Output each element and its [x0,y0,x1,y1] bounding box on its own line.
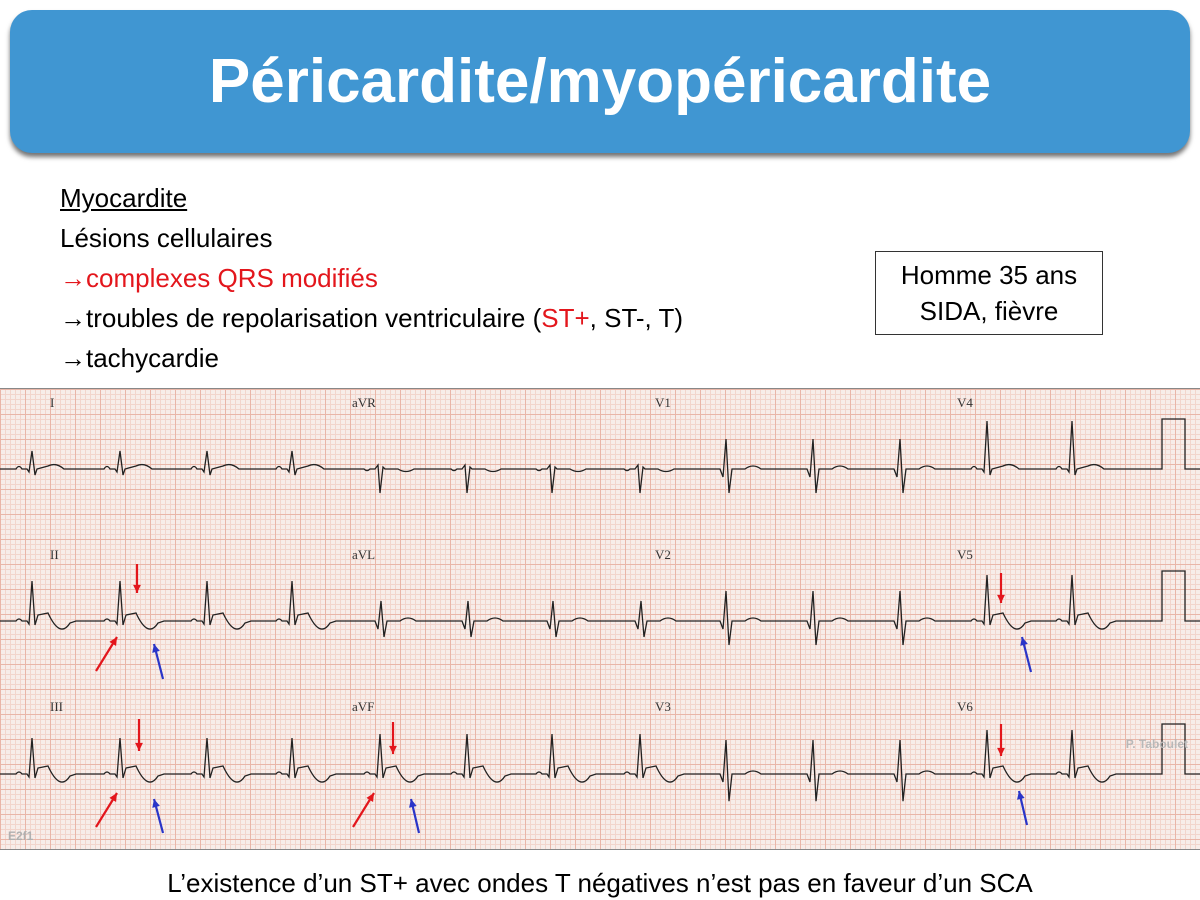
patient-info-box [875,251,1103,335]
bullet-line-1: Lésions cellulaires [60,223,273,253]
red-arrow-down-icon [997,724,1005,756]
red-arrow-down-icon [135,719,143,751]
bullet-line-3 [60,298,683,338]
lead-label-v4: V4 [957,395,973,410]
bullet-line-3-post: , ST-, T) [589,303,684,333]
lead-label-v1: V1 [655,395,671,410]
blue-arrow-up-icon [1017,791,1027,825]
ecg-trace-row-1 [0,419,1200,493]
arrow-icon: → [60,343,86,373]
lead-label-v6: V6 [957,699,973,714]
ecg-credit: P. Taboulet [1125,737,1188,751]
bullet-list [60,178,683,378]
red-arrow-up-icon [96,637,117,671]
red-arrow-down-icon [389,722,397,754]
patient-info-line-2: SIDA, fièvre [919,296,1059,326]
footer-statement: L’existence d’un ST+ avec ondes T négatives n’est pas en faveur d’un SCA [167,868,1033,898]
lead-label-avl: aVL [352,547,376,562]
lead-label-iii: III [50,699,63,714]
ecg-tracing [0,388,1200,850]
blue-arrow-up-icon [152,799,163,833]
ecg-traces-svg [0,389,1200,849]
bullet-line-3-red: ST+ [541,303,590,333]
lead-label-v5: V5 [957,547,973,562]
red-arrow-up-icon [353,793,374,827]
blue-arrow-up-icon [1020,637,1031,672]
red-arrow-up-icon [96,793,117,827]
lead-label-avf: aVF [352,699,375,714]
arrow-icon: → [60,303,86,333]
ecg-trace-row-2 [0,571,1200,645]
bullet-line-4-text: tachycardie [86,343,219,373]
bullet-line-4 [60,338,683,378]
lead-label-v3: V3 [655,699,671,714]
red-arrow-down-icon [997,573,1005,603]
bullet-line-3-pre: troubles de repolarisation ventriculaire ( [86,303,542,333]
bullet-heading: Myocardite [60,183,188,213]
page-title: Péricardite/myopéricardite [208,47,992,116]
red-arrow-down-icon [133,564,141,593]
title-banner [10,10,1190,153]
lead-label-avr: aVR [352,395,376,410]
arrow-icon: → [60,263,86,293]
lead-label-i: I [50,395,55,410]
bullet-line-2-text: complexes QRS modifiés [86,263,378,293]
blue-arrow-up-icon [152,644,163,679]
lead-label-v2: V2 [655,547,671,562]
bullet-line-2 [60,258,683,298]
lead-label-ii: II [50,547,59,562]
patient-info-line-1: Homme 35 ans [900,260,1078,290]
ecg-trace-row-3 [0,724,1200,801]
blue-arrow-up-icon [409,799,419,833]
ecg-code: E2f1 [8,829,34,843]
